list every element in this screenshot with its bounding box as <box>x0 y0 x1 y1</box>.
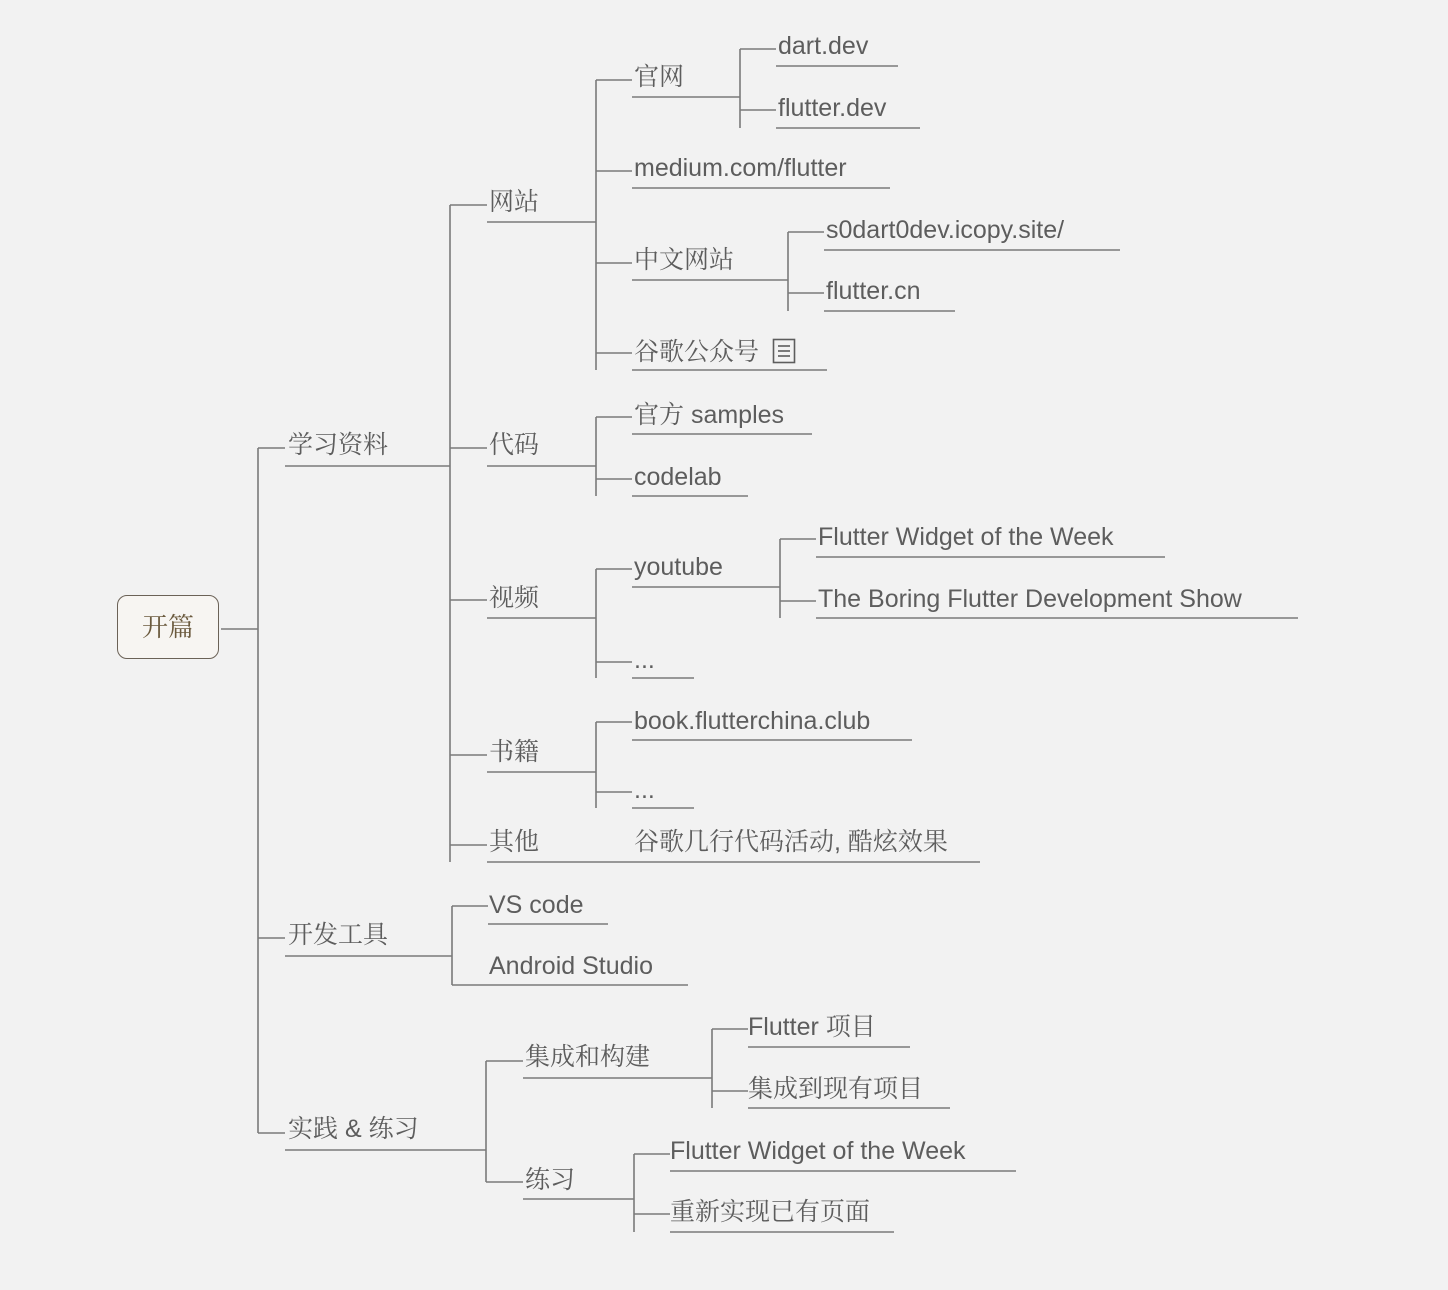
node-codelab-label: codelab <box>634 463 722 491</box>
node-flutter-dev-label: flutter.dev <box>778 94 887 122</box>
node-flutter-project-label: Flutter 项目 <box>748 1013 876 1041</box>
node-exercise-widget-week-label: Flutter Widget of the Week <box>670 1137 966 1165</box>
node-exercise[interactable] <box>525 1168 575 1193</box>
node-flutter-cn[interactable] <box>826 279 921 304</box>
node-medium-flutter[interactable] <box>634 156 847 181</box>
node-practice-label: 实践 & 练习 <box>288 1115 419 1143</box>
node-google-wechat-label: 谷歌公众号 <box>634 338 760 366</box>
node-exercise-rebuild[interactable] <box>670 1200 870 1225</box>
node-books-more[interactable] <box>634 778 655 803</box>
node-vs-code[interactable] <box>489 893 584 918</box>
node-practice[interactable] <box>288 1117 419 1142</box>
document-icon <box>772 338 796 364</box>
node-video-label: 视频 <box>489 584 540 612</box>
node-widget-of-the-week-label: Flutter Widget of the Week <box>818 523 1114 551</box>
node-official-samples-label: 官方 samples <box>634 401 785 429</box>
node-video-more-label: ... <box>634 646 655 674</box>
node-widget-of-the-week[interactable] <box>818 525 1114 550</box>
node-study-materials[interactable] <box>288 433 388 458</box>
node-dev-tools[interactable] <box>288 923 388 948</box>
node-medium-flutter-label: medium.com/flutter <box>634 154 847 182</box>
node-dev-tools-label: 开发工具 <box>288 921 389 949</box>
node-official-site-label: 官网 <box>634 63 685 91</box>
node-boring-flutter-show[interactable] <box>818 587 1242 612</box>
node-books-label: 书籍 <box>489 738 540 766</box>
node-youtube[interactable] <box>634 555 723 580</box>
node-exercise-label: 练习 <box>525 1166 576 1194</box>
node-exercise-rebuild-label: 重新实现已有页面 <box>670 1198 871 1226</box>
node-exercise-widget-week[interactable] <box>670 1139 966 1164</box>
node-books-more-label: ... <box>634 776 655 804</box>
node-integrate-build-label: 集成和构建 <box>525 1043 651 1071</box>
node-integrate-existing-label: 集成到现有项目 <box>748 1075 924 1103</box>
node-dart-dev[interactable] <box>778 34 868 59</box>
node-flutter-dev[interactable] <box>778 96 886 121</box>
node-website-label: 网站 <box>489 188 540 216</box>
root-node-kaipian[interactable] <box>117 595 219 659</box>
node-study-materials-label: 学习资料 <box>288 431 389 459</box>
node-other-label: 其他 <box>489 828 540 856</box>
node-code[interactable] <box>489 433 539 458</box>
node-other-detail-label: 谷歌几行代码活动, 酷炫效果 <box>634 828 948 856</box>
node-chinese-site[interactable] <box>634 248 734 273</box>
node-books[interactable] <box>489 740 539 765</box>
node-integrate-build[interactable] <box>525 1045 650 1070</box>
node-code-label: 代码 <box>489 431 540 459</box>
node-integrate-existing[interactable] <box>748 1077 923 1102</box>
node-dart-dev-label: dart.dev <box>778 32 869 60</box>
node-other[interactable] <box>489 830 539 855</box>
node-google-wechat[interactable] <box>634 338 796 365</box>
node-website[interactable] <box>489 190 539 215</box>
node-s0dart-site-label: s0dart0dev.icopy.site/ <box>826 216 1065 244</box>
node-youtube-label: youtube <box>634 553 723 581</box>
root-node-label: 开篇 <box>142 612 195 642</box>
node-other-detail[interactable] <box>634 830 948 855</box>
node-book-flutterchina[interactable] <box>634 709 870 734</box>
node-chinese-site-label: 中文网站 <box>634 246 735 274</box>
node-android-studio-label: Android Studio <box>489 952 654 980</box>
node-flutter-project[interactable] <box>748 1015 876 1040</box>
node-official-samples[interactable] <box>634 403 784 428</box>
node-android-studio[interactable] <box>489 954 653 979</box>
node-s0dart-site[interactable] <box>826 218 1064 243</box>
node-vs-code-label: VS code <box>489 891 584 919</box>
node-official-site[interactable] <box>634 65 684 90</box>
node-video[interactable] <box>489 586 539 611</box>
node-boring-flutter-show-label: The Boring Flutter Development Show <box>818 585 1242 613</box>
node-flutter-cn-label: flutter.cn <box>826 277 921 305</box>
node-video-more[interactable] <box>634 648 655 673</box>
node-codelab[interactable] <box>634 465 722 490</box>
node-book-flutterchina-label: book.flutterchina.club <box>634 707 871 735</box>
